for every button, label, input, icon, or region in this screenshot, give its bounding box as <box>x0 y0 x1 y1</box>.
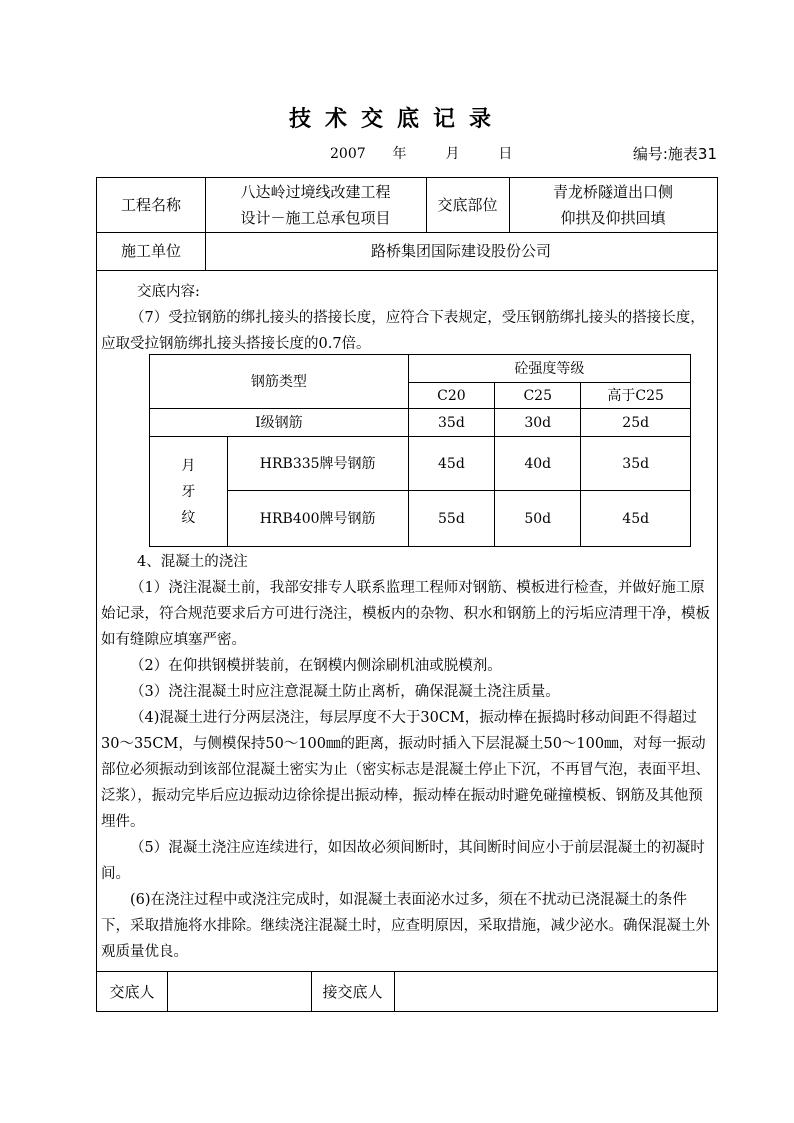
content-intro: 交底内容: <box>137 284 200 300</box>
project-name-label: 工程名称 <box>120 196 181 214</box>
cell-value: 35d <box>581 437 691 491</box>
row-divider <box>97 270 717 271</box>
unit-label: 施工单位 <box>120 242 181 260</box>
lap-length-table <box>149 354 691 547</box>
record-form <box>96 177 718 1012</box>
paragraph-1: （1）浇注混凝土前，我部安排专人联系监理工程师对钢筋、模板进行检查，并做好施工原始记录，符合规范要求后方可进行浇注，模板内的杂物、积水和钢筋上的污垢应清理干净，模板如有缝隙应填塞严密。 <box>101 580 710 648</box>
receiver-label: 接交底人 <box>322 982 383 1001</box>
paragraph-7: （7）受拉钢筋的绑扎接头的搭接长度，应符合下表规定，受压钢筋绑扎接头的搭接长度，应取受拉钢筋绑扎接头搭接长度的0.7倍。 <box>101 310 705 352</box>
ribbed-group-label <box>150 437 228 547</box>
date-day-unit: 日 <box>498 146 513 162</box>
ribbed-char: 纹 <box>181 509 196 526</box>
giver-signature-field[interactable] <box>167 971 311 1012</box>
grade-c20: C20 <box>408 383 494 409</box>
grade-c25: C25 <box>495 383 581 409</box>
date-month-unit: 月 <box>445 146 460 162</box>
cell-value: 45d <box>581 491 691 547</box>
receiver-signature-field[interactable] <box>394 971 717 1012</box>
section-4-heading: 4、混凝土的浇注 <box>137 554 248 570</box>
date-year-unit: 年 <box>392 146 407 162</box>
cell-value: 55d <box>408 491 494 547</box>
serial-number: 编号:施表31 <box>632 145 717 163</box>
date-line <box>330 143 512 163</box>
content-body-continued <box>97 549 717 965</box>
ribbed-char: 月 <box>181 457 196 474</box>
paragraph-3: （3）浇注混凝土时应注意混凝土防止离析，确保混凝土浇注质量。 <box>130 684 560 700</box>
document-title: 技术交底记录 <box>288 106 505 132</box>
location-label: 交底部位 <box>437 196 498 214</box>
ribbed-char: 牙 <box>181 483 196 500</box>
rebar-type-header: 钢筋类型 <box>150 355 409 409</box>
cell-value: 45d <box>408 437 494 491</box>
paragraph-6: (6)在浇注过程中或浇注完成时，如混凝土表面泌水过多，须在不扰动已浇混凝土的条件下，采取措施将水排除。继续浇注混凝土时，应查明原因，采取措施，减少泌水。确保混凝土外观质量优良。 <box>101 892 710 960</box>
paragraph-2: （2）在仰拱钢模拼装前，在钢模内侧涂刷机油或脱模剂。 <box>130 658 502 674</box>
grade-above-c25: 高于C25 <box>581 383 691 409</box>
unit-value: 路桥集团国际建设股份公司 <box>370 242 551 260</box>
location-value <box>509 178 717 232</box>
project-name-line2: 设计－施工总承包项目 <box>240 209 391 227</box>
row-hrb335-label: HRB335牌号钢筋 <box>227 437 408 491</box>
paragraph-4: （4)混凝土进行分两层浇注，每层厚度不大于30CM，振动棒在振捣时移动间距不得超过30～35CM，与侧模保持50～100㎜的距离，振动时插入下层混凝土50～100㎜，对每一振动部位必须振动到该部位混凝土密实为止（密实标志是混凝土停止下沉，不再冒气泡，表面平坦、泛浆），振动完毕后应边振动边徐徐提出振动棒，振动棒在振动时避免碰撞模板、钢筋及其他预埋件。 <box>101 710 710 830</box>
content-body <box>97 279 717 357</box>
cell-value: 50d <box>495 491 581 547</box>
project-name-line1: 八达岭过境线改建工程 <box>240 183 391 201</box>
project-name-value <box>205 178 426 232</box>
cell-value: 25d <box>581 409 691 437</box>
row-hrb400-label: HRB400牌号钢筋 <box>227 491 408 547</box>
cell-value: 40d <box>495 437 581 491</box>
concrete-grade-header: 砼强度等级 <box>408 355 690 383</box>
paragraph-5: （5）混凝土浇注应连续进行，如因故必须间断时，其间断时间应小于前层混凝土的初凝时间。 <box>101 840 705 882</box>
cell-value: 35d <box>408 409 494 437</box>
location-line1: 青龙桥隧道出口侧 <box>552 183 673 201</box>
row-grade1-label: I级钢筋 <box>150 409 409 437</box>
cell-value: 30d <box>495 409 581 437</box>
date-year: 2007 <box>330 146 366 162</box>
location-line2: 仰拱及仰拱回填 <box>560 209 666 227</box>
giver-label: 交底人 <box>109 982 155 1001</box>
